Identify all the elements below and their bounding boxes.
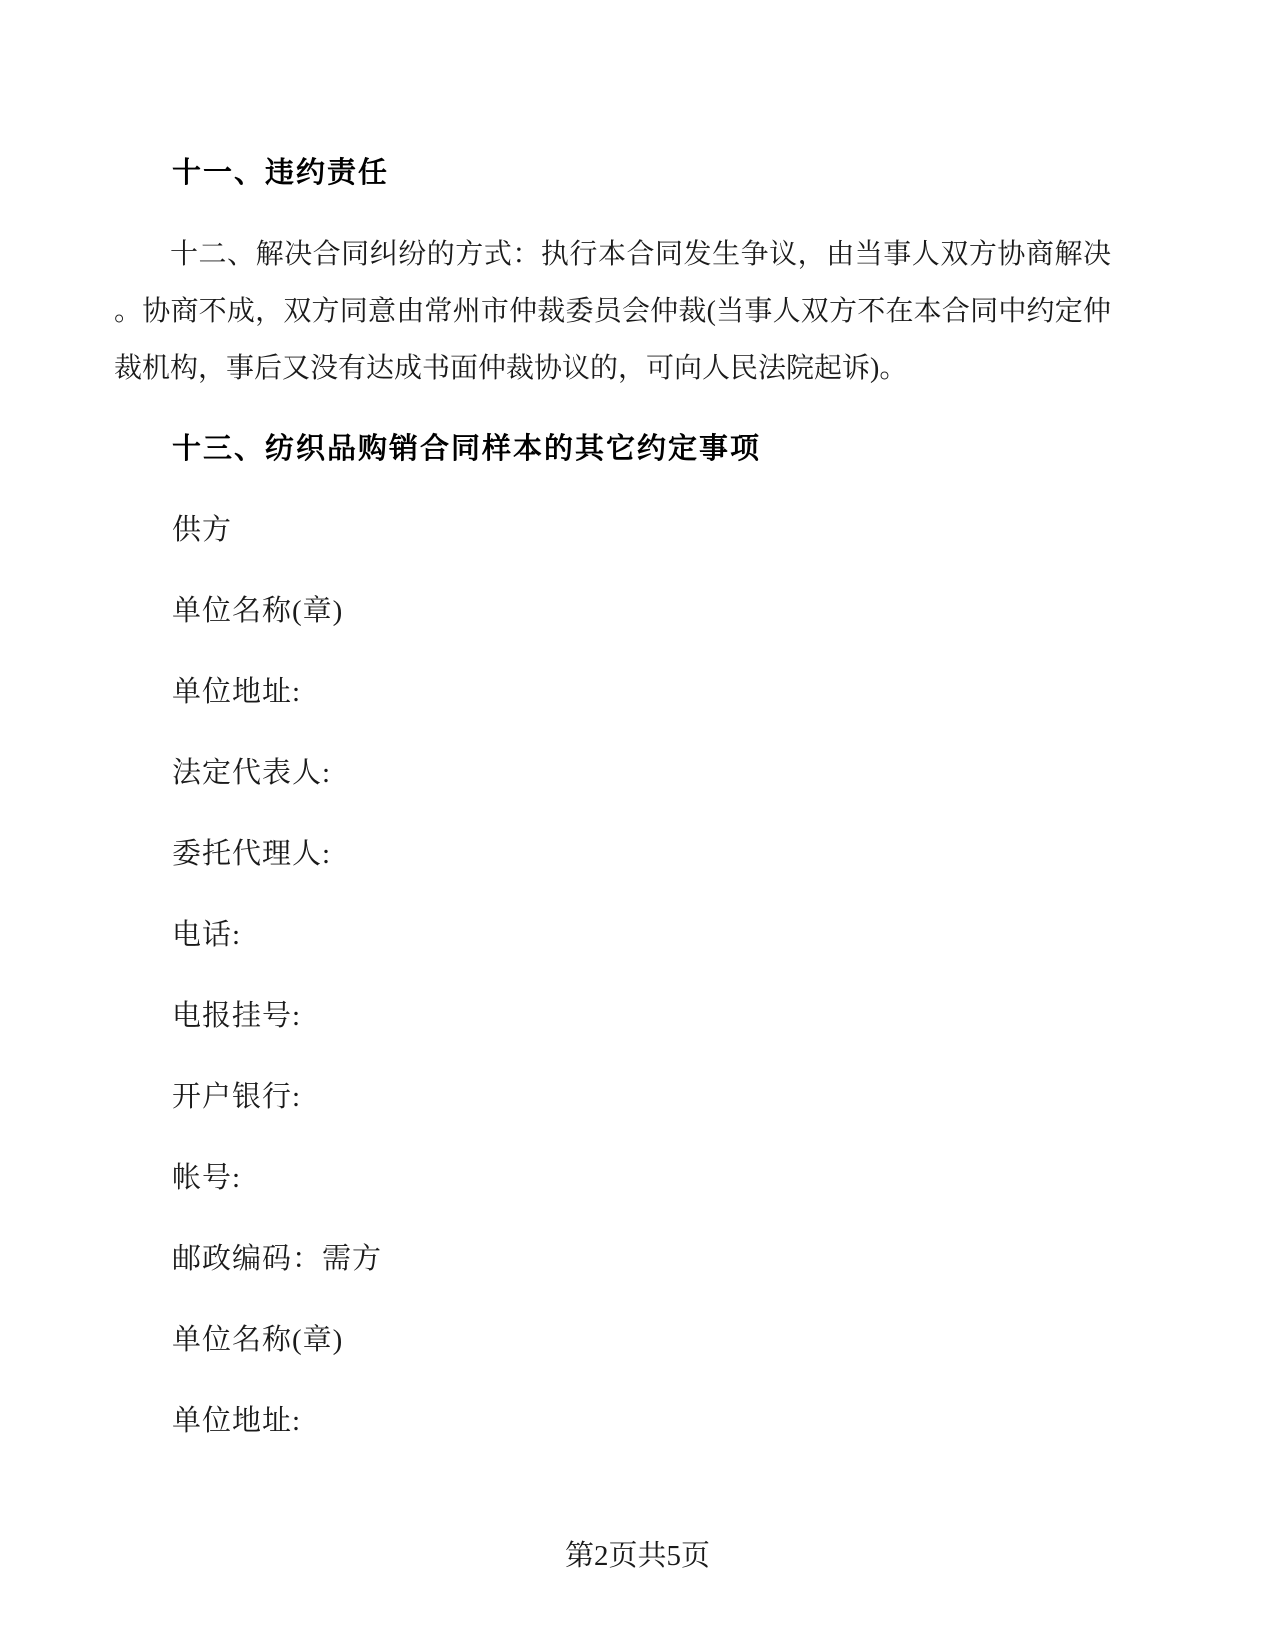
form-label-6: 单位地址: (172, 676, 302, 708)
contract-clause-2: 十二、解决合同纠纷的方式：执行本合同发生争议，由当事人双方协商解决。协商不成，双方同意由常州市仲裁委员会仲裁(当事人双方不在本合同中约定仲裁机构，事后又没有达成书面仲裁协议的，可向人民法院起诉)。 (114, 239, 1111, 384)
section-heading-1: 十一、违约责任 (172, 157, 390, 189)
form-label-12: 帐号: (172, 1162, 242, 1194)
page-footer (0, 1528, 1275, 1585)
form-label-13: 邮政编码：需方 (172, 1243, 383, 1275)
form-label-15: 单位地址: (172, 1405, 302, 1437)
section-heading-3: 十三、纺织品购销合同样本的其它约定事项 (172, 433, 762, 465)
form-label-11: 开户银行: (172, 1081, 302, 1113)
form-label-4: 供方 (172, 514, 233, 546)
form-label-7: 法定代表人: (172, 757, 332, 789)
form-label-8: 委托代理人: (172, 838, 332, 870)
form-label-9: 电话: (172, 919, 242, 951)
form-label-14: 单位名称(章) (172, 1324, 344, 1356)
form-label-5: 单位名称(章) (172, 595, 344, 627)
page-number-text: 第2页共5页 (564, 1540, 710, 1572)
form-label-10: 电报挂号: (172, 1000, 302, 1032)
